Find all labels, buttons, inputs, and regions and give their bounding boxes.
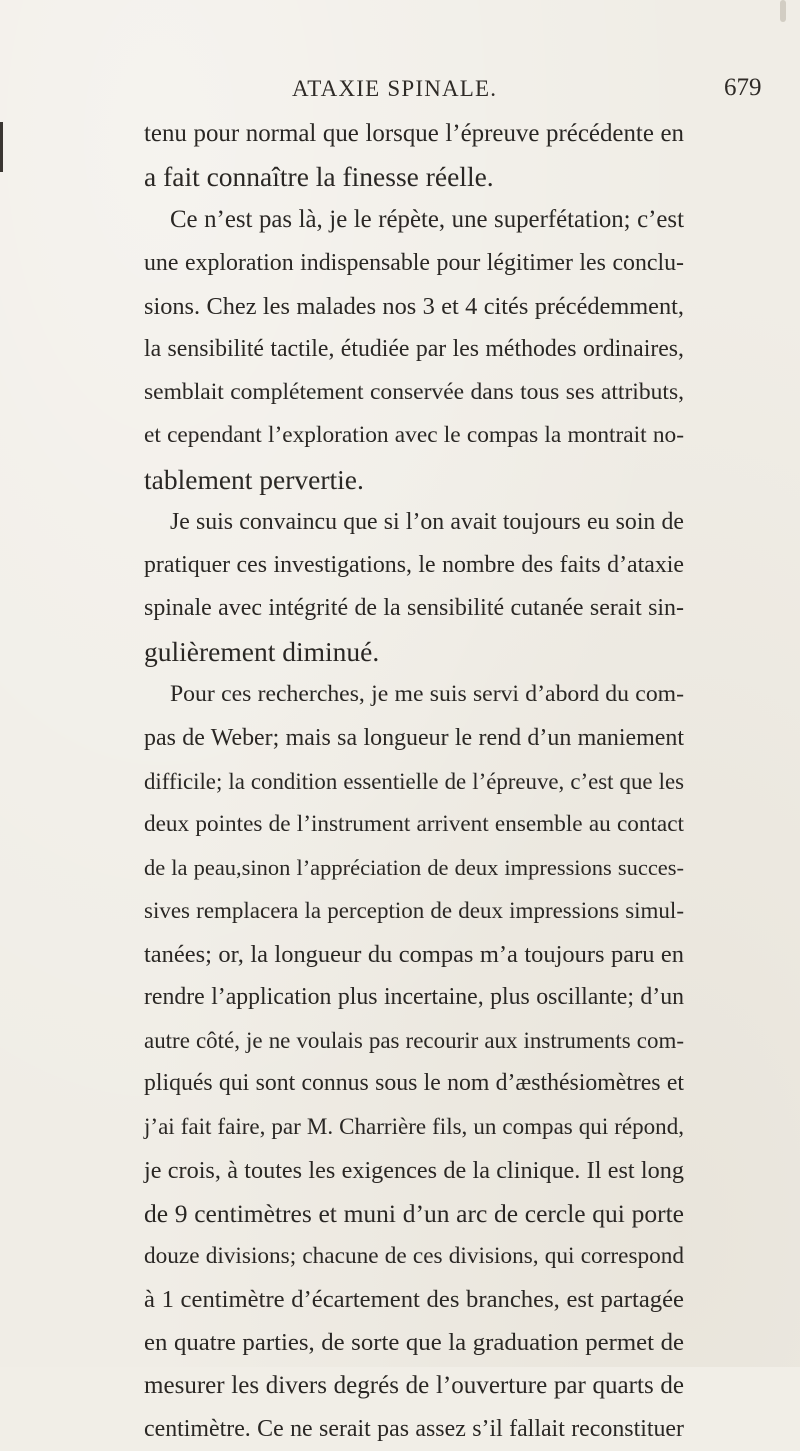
text-line: semblait complétement conservée dans tous ses attributs,	[144, 379, 684, 406]
text-line: Je suis convaincu que si l’on avait toujours eu soin de	[170, 508, 684, 535]
text-line: tablement pervertie.	[144, 463, 364, 495]
page-header	[0, 70, 800, 110]
text-line: centimètre. Ce ne serait pas assez s’il fallait reconstituer	[144, 1415, 684, 1442]
text-line: douze divisions; chacune de ces divisions, qui correspond	[144, 1242, 684, 1269]
text-line: et cependant l’exploration avec le compas la montrait no-	[144, 422, 684, 449]
text-line: pratiquer ces investigations, le nombre des faits d’ataxie	[144, 551, 684, 578]
text-line: la sensibilité tactile, étudiée par les méthodes ordinaires,	[144, 335, 684, 362]
text-line: Ce n’est pas là, je le répète, une superfétation; c’est	[170, 206, 684, 234]
text-line: de 9 centimètres et muni d’un arc de cercle qui porte	[144, 1198, 684, 1228]
text-line: autre côté, je ne voulais pas recourir aux instruments com-	[144, 1027, 684, 1053]
text-line: spinale avec intégrité de la sensibilité cutanée serait sin-	[144, 595, 684, 622]
text-line: sives remplacera la perception de deux impressions simul-	[144, 897, 684, 924]
running-head: ATAXIE SPINALE.	[292, 76, 498, 101]
text-line: une exploration indispensable pour légitimer les conclu-	[144, 249, 684, 276]
page-number: 679	[724, 74, 762, 101]
text-line: mesurer les divers degrés de l’ouverture par quarts de	[144, 1372, 684, 1400]
page-corner-mark	[780, 0, 786, 22]
text-line: deux pointes de l’instrument arrivent ensemble au contact	[144, 811, 684, 837]
text-line: en quatre parties, de sorte que la graduation permet de	[144, 1329, 684, 1357]
text-line: sions. Chez les malades nos 3 et 4 cités précédemment,	[144, 292, 684, 320]
text-line: à 1 centimètre d’écartement des branches, est partagée	[144, 1286, 684, 1314]
text-line: j’ai fait faire, par M. Charrière fils, un compas qui répond,	[144, 1113, 684, 1140]
text-line: a fait connaître la finesse réelle.	[144, 161, 494, 193]
text-line: de la peau,sinon l’appréciation de deux impressions succes-	[144, 855, 684, 881]
body-text	[144, 112, 684, 1451]
text-line: pas de Weber; mais sa longueur le rend d’un maniement	[144, 724, 684, 751]
text-line: tenu pour normal que lorsque l’épreuve précédente en	[144, 120, 684, 147]
text-line: je crois, à toutes les exigences de la clinique. Il est long	[144, 1156, 684, 1184]
text-line: tanées; or, la longueur du compas m’a toujours paru en	[144, 940, 684, 968]
text-line: Pour ces recherches, je me suis servi d’abord du com-	[170, 681, 684, 708]
binding-edge-mark	[0, 122, 3, 172]
text-line: rendre l’application plus incertaine, plus oscillante; d’un	[144, 983, 684, 1010]
text-line: gulièrement diminué.	[144, 636, 380, 668]
text-line: difficile; la condition essentielle de l’épreuve, c’est que les	[144, 768, 684, 794]
text-line: pliqués qui sont connus sous le nom d’æsthésiomètres et	[144, 1070, 684, 1097]
